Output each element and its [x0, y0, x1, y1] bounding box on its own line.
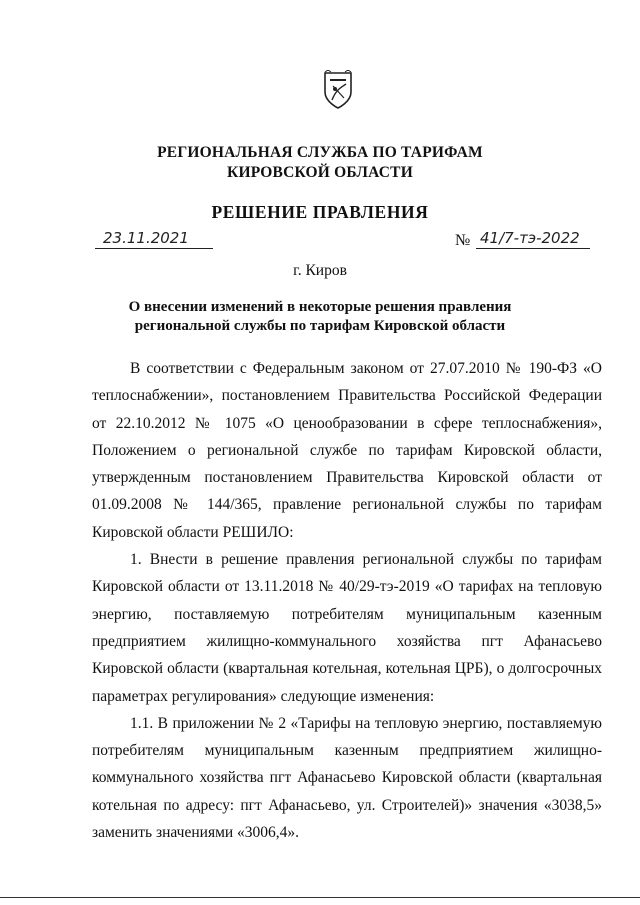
- handwritten-number: 41/7-тэ-2022: [476, 229, 590, 249]
- page-bottom-rule: [0, 897, 640, 898]
- city-line: г. Киров: [293, 262, 347, 279]
- preamble-paragraph: В соответствии с Федеральным законом от 27.07.2010 № 190-ФЗ «О теплоснабжении», постановлением Правительства Российской Федерации от 22.10.2012 № 1075 «О ценообразовании в сфере теплоснабжения», Положением о региональной службе по тарифам Кировской области, утвержденным постановлением Правительства Кировской области от 01.09.2008 № 144/365, правление региональной службы по тарифам Кировской области РЕШИЛО:: [92, 360, 602, 541]
- organization-name-line1: РЕГИОНАЛЬНАЯ СЛУЖБА ПО ТАРИФАМ: [157, 144, 483, 161]
- clause-1-paragraph: 1. Внести в решение правления региональной службы по тарифам Кировской области от 13.11.2018 № 40/29-тэ-2019 «О тарифах на тепловую энергию, поставляемую потребителям муниципальным казенным предприятием жилищно-коммунального хозяйства пгт Афанасьево Кировской области (квартальная котельная, котельная ЦРБ), о долгосрочных параметрах регулирования» следующие изменения:: [92, 551, 602, 705]
- document-body: [92, 355, 602, 846]
- organization-name-line2: КИРОВСКОЙ ОБЛАСТИ: [227, 164, 413, 181]
- clause-1-1-paragraph: 1.1. В приложении № 2 «Тарифы на тепловую энергию, поставляемую потребителям муниципальным казенным предприятием жилищно-коммунального хозяйства пгт Афанасьево Кировской области (квартальная котельная по адресу: пгт Афанасьево, ул. Строителей)» значения «3038,5» заменить значениями «3006,4».: [92, 714, 602, 842]
- document-subject: О внесении изменений в некоторые решения правления региональной службы по тарифам Кировской области: [128, 299, 512, 334]
- number-sign: №: [455, 232, 471, 249]
- document-type-title: РЕШЕНИЕ ПРАВЛЕНИЯ: [211, 202, 429, 222]
- coat-of-arms-icon: [322, 70, 354, 110]
- handwritten-date: 23.11.2021: [95, 229, 213, 249]
